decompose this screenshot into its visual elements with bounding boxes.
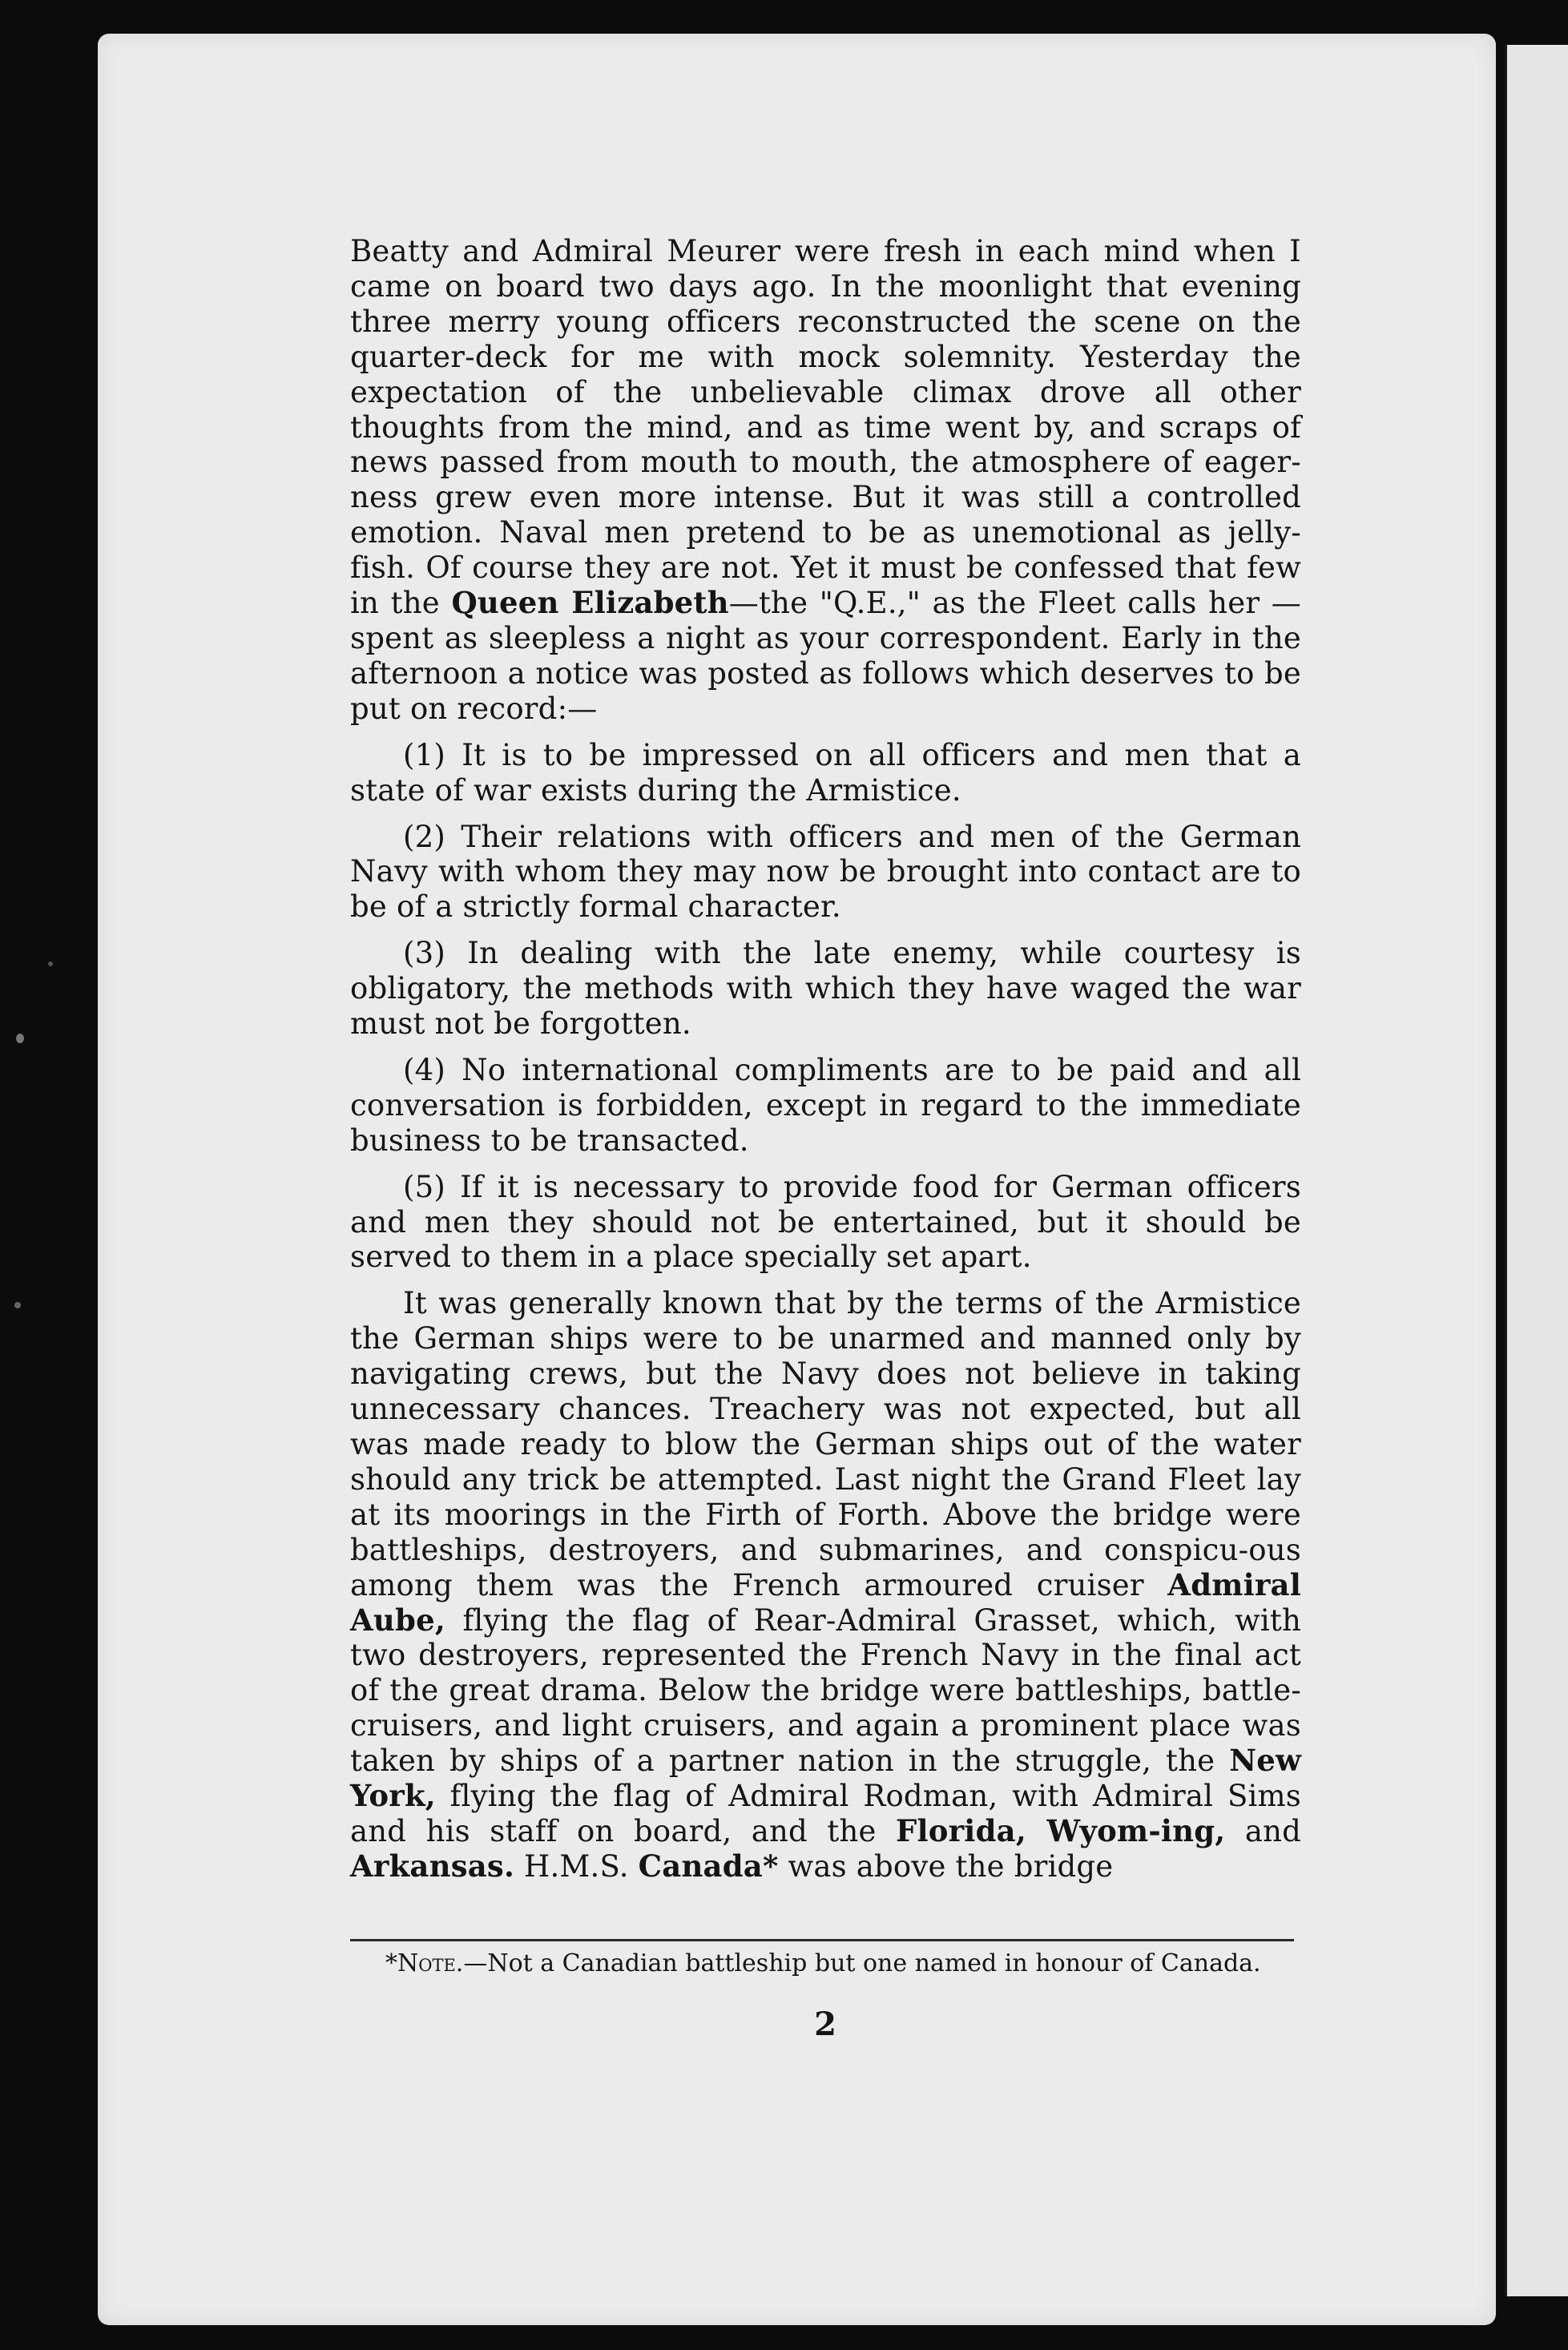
footnote-text: —Not a Canadian battleship but one named in honour of Canada. [463,1949,1261,1977]
ship-name-queen-elizabeth: Queen Elizabeth [451,585,729,621]
ship-name-arkansas: Arkansas. [350,1848,515,1884]
ship-name-admiral-aube: Admiral Aube, [350,1566,1301,1638]
paragraph-armistice: It was generally known that by the terms of the Armistice the German ships were to be unarmed and manned only by navigating crews, but the Navy does not believe in taking unnecessary chances. Treachery was not expected, but all was made ready to blow the German ships out of the water should any trick be attempted. Last night the Grand Fleet lay at its moorings in the Firth of Forth. Above the bridge were battleships, destroyers, and submarines, and conspicu-ous among them was the French armoured cruiser Admiral Aube, flying the flag of Rear-Admiral Grasset, which, with two destroyers, represented the French Navy in the final act of the great drama. Below the bridge were battleships, battle-cruisers, and light cruisers, and again a prominent place was taken by ships of a partner nation in the struggle, the New York, flying the flag of Admiral Rodman, with Admiral Sims and his staff on board, and the Florida, Wyom-ing, and Arkansas. H.M.S. Canada* was above the bridge [350,1286,1301,1884]
adjacent-page-edge [1505,45,1568,2296]
page-number: 2 [814,2005,836,2043]
footnote-label: Note. [397,1949,464,1977]
body-text [350,234,1301,1884]
footnote-divider [350,1939,1294,1941]
notice-item-3: (3) In dealing with the late enemy, while courtesy is obligatory, the methods with which they have waged the war must not be forgotten. [350,936,1301,1042]
footnote [350,1950,1294,1977]
notice-item-4: (4) No international compliments are to be paid and all conversation is forbidden, except in regard to the immediate business to be transacted. [350,1052,1301,1158]
notice-item-2: (2) Their relations with officers and men of the German Navy with whom they may now be brought into contact are to be of a strictly formal character. [350,819,1301,925]
notice-item-5: (5) If it is necessary to provide food for German officers and men they should not be entertained, but it should be served to them in a place specially set apart. [350,1169,1301,1275]
ship-name-florida-wyoming: Florida, Wyom-ing, [896,1812,1226,1848]
ship-name-canada: Canada* [638,1848,779,1884]
footnote-marker: * [385,1949,397,1977]
ship-name-new-york: New York, [350,1743,1301,1814]
notice-item-1: (1) It is to be impressed on all officers and men that a state of war exists during the Armistice. [350,737,1301,808]
paragraph-opening: Beatty and Admiral Meurer were fresh in each mind when I came on board two days ago. In the moonlight that evening three merry young officers reconstructed the scene on the quarter-deck for me with mock solemnity. Yesterday the expectation of the unbelievable climax drove all other thoughts from the mind, and as time went by, and scraps of news passed from mouth to mouth, the atmosphere of eager-ness grew even more intense. But it was still a controlled emotion. Naval men pretend to be as unemotional as jelly-fish. Of course they are not. Yet it must be confessed that few in the Queen Elizabeth—the "Q.E.," as the Fleet calls her —spent as sleepless a night as your correspondent. Early in the afternoon a notice was posted as follows which deserves to be put on record:— [350,234,1301,726]
